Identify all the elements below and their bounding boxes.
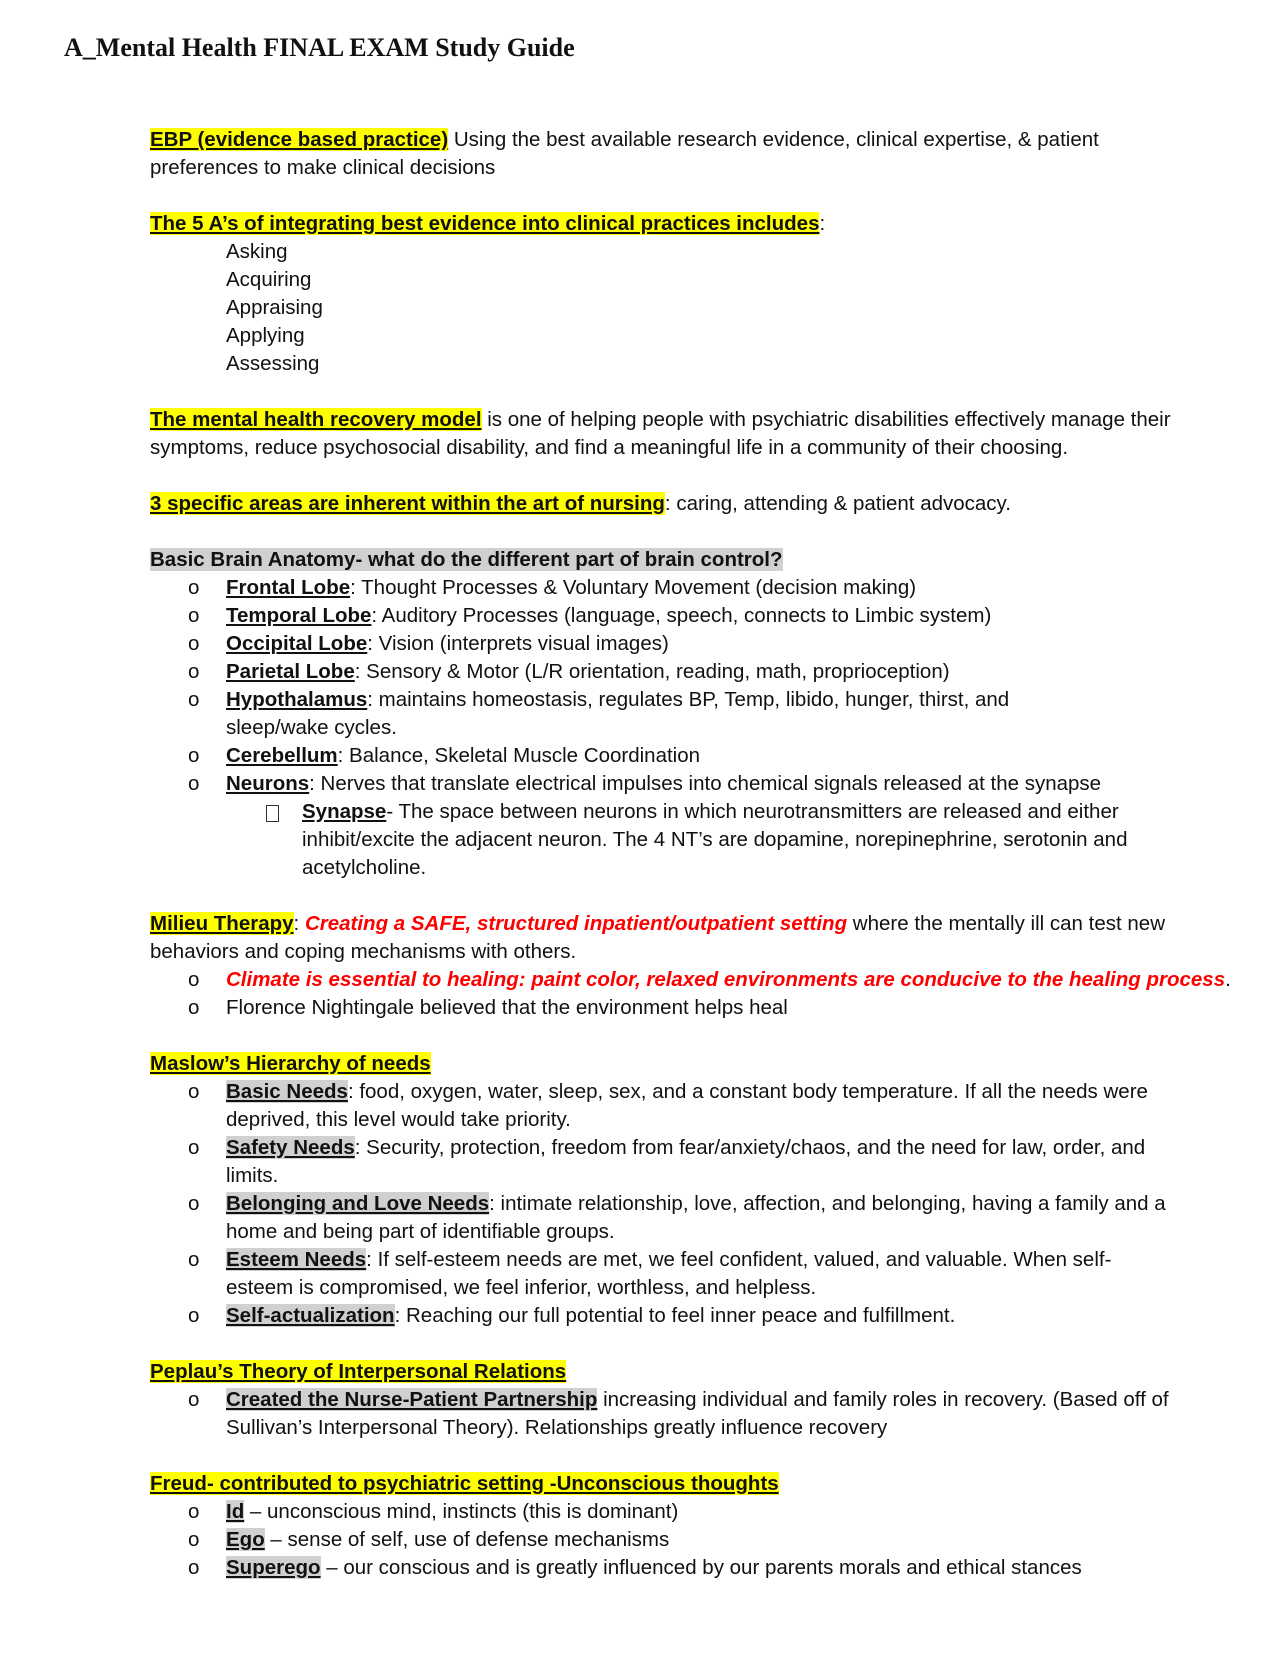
five-as-item: Applying	[226, 324, 305, 347]
peplau-list	[150, 1386, 1210, 1442]
brain-heading: Basic Brain Anatomy- what do the different part of brain control?	[150, 548, 783, 571]
peplau-heading: Peplau’s Theory of Interpersonal Relations	[150, 1360, 567, 1383]
list-item: o Superego – our conscious and is greatly influenced by our parents morals and ethical stances	[150, 1554, 1210, 1582]
milieu-list	[150, 966, 1231, 1022]
list-item: o Climate is essential to healing: paint color, relaxed environments are conducive to the healing process.	[150, 966, 1210, 994]
five-as-term: The 5 A’s of integrating best evidence into clinical practices includes	[150, 212, 820, 235]
five-as-item: Appraising	[226, 296, 323, 319]
list-item: o Created the Nurse-Patient Partnership increasing individual and family roles in recovery. (Based off of Sullivan’s Interpersonal Theory). Relationships greatly influence recovery	[150, 1386, 1210, 1442]
maslow-list	[150, 1078, 1210, 1330]
list-item: o Belonging and Love Needs: intimate relationship, love, affection, and belonging, having a family and a home and being part of identifiable groups.	[150, 1190, 1210, 1246]
milieu-term: Milieu Therapy	[150, 912, 294, 935]
list-item: o Temporal Lobe: Auditory Processes (language, speech, connects to Limbic system)	[150, 602, 1210, 630]
art-paragraph	[150, 490, 1210, 518]
list-item: o Frontal Lobe: Thought Processes & Voluntary Movement (decision making)	[150, 574, 1210, 602]
list-item: o Id – unconscious mind, instincts (this is dominant)	[150, 1498, 1210, 1526]
list-item: o Neurons: Nerves that translate electrical impulses into chemical signals released at the synapse	[150, 770, 1210, 798]
five-as-item: Asking	[226, 240, 288, 263]
list-item: Synapse- The space between neurons in which neurotransmitters are released and either inhibit/excite the adjacent neuron. The 4 NT’s are dopamine, norepinephrine, serotonin and acetylcholine.	[150, 798, 1210, 882]
list-item: o Hypothalamus: maintains homeostasis, regulates BP, Temp, libido, hunger, thirst, and sleep/wake cycles.	[150, 686, 1210, 742]
milieu-paragraph: Milieu Therapy: Creating a SAFE, structured inpatient/outpatient setting where the mentally ill can test new behaviors and coping mechanisms with others.	[150, 912, 1165, 963]
document-title: A_Mental Health FINAL EXAM Study Guide	[64, 33, 575, 62]
list-item: o Cerebellum: Balance, Skeletal Muscle Coordination	[150, 742, 1210, 770]
freud-heading: Freud- contributed to psychiatric setting -Unconscious thoughts	[150, 1472, 779, 1495]
list-item: o Occipital Lobe: Vision (interprets visual images)	[150, 630, 1210, 658]
square-bullet-icon	[266, 805, 279, 822]
ebp-paragraph	[150, 126, 1210, 182]
five-as-item: Acquiring	[226, 268, 312, 291]
five-as-item: Assessing	[226, 352, 320, 375]
art-term: 3 specific areas are inherent within the art of nursing	[150, 492, 665, 515]
brain-list	[150, 574, 1210, 798]
recovery-term: The mental health recovery model	[150, 408, 482, 431]
synapse-list	[150, 798, 1210, 882]
ebp-definition: Using the best available research evidence, clinical expertise, & patient preferences to make clinical decisions	[150, 128, 1099, 179]
recovery-definition: is one of helping people with psychiatric disabilities effectively manage their symptoms, reduce psychosocial disability, and find a meaningful life in a community of their choosing.	[150, 408, 1171, 459]
list-item: o Esteem Needs: If self-esteem needs are met, we feel confident, valued, and valuable. When self-esteem is compromised, we feel inferior, worthless, and helpless.	[150, 1246, 1210, 1302]
ebp-term: EBP (evidence based practice)	[150, 128, 449, 151]
list-item: o Parietal Lobe: Sensory & Motor (L/R orientation, reading, math, proprioception)	[150, 658, 1210, 686]
list-item: o Florence Nightingale believed that the environment helps heal	[150, 994, 1210, 1022]
recovery-paragraph	[150, 406, 1210, 462]
freud-list	[150, 1498, 1210, 1582]
list-item: o Safety Needs: Security, protection, freedom from fear/anxiety/chaos, and the need for law, order, and limits.	[150, 1134, 1210, 1190]
art-definition: : caring, attending & patient advocacy.	[664, 492, 1011, 515]
five-as-heading: The 5 A’s of integrating best evidence into clinical practices includes:	[150, 212, 826, 235]
list-item: o Basic Needs: food, oxygen, water, sleep, sex, and a constant body temperature. If all the needs were deprived, this level would take priority.	[150, 1078, 1210, 1134]
list-item: o Self-actualization: Reaching our full potential to feel inner peace and fulfillment.	[150, 1302, 1210, 1330]
list-item: o Ego – sense of self, use of defense mechanisms	[150, 1526, 1210, 1554]
maslow-heading: Maslow’s Hierarchy of needs	[150, 1052, 431, 1075]
document-body	[150, 126, 1231, 1582]
